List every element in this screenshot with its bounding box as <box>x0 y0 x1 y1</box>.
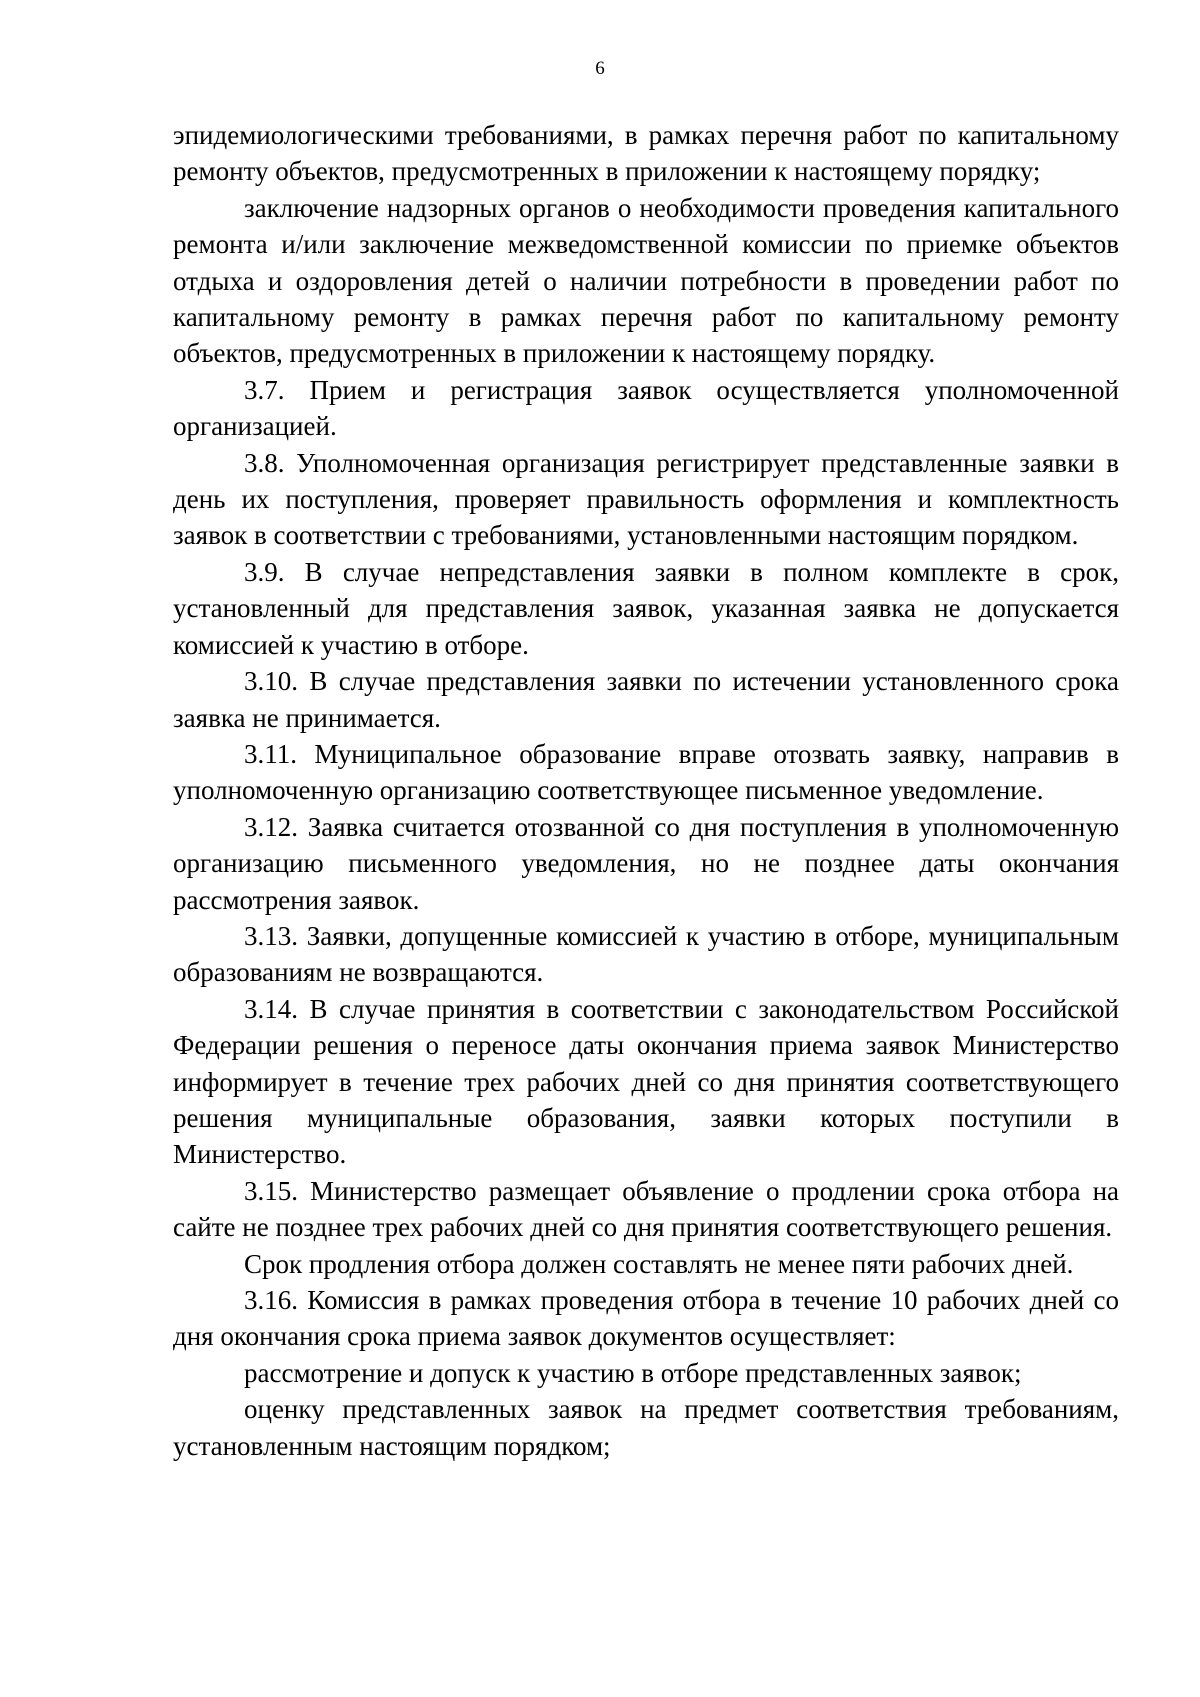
paragraph-3-15: 3.15. Министерство размещает объявление о продлении срока отбора на сайте не позднее трех рабочих дней со дня принятия соответствующего решения. <box>173 1175 1119 1243</box>
paragraph-supervisory-conclusion: заключение надзорных органов о необходимости проведения капитального ремонта и/или заключение межведомственной комиссии по приемке объектов отдыха и оздоровления детей о наличии потребности в проведении работ по капитальному ремонту в рамках перечня работ по капитальному ремонту объектов, предусмотренных в приложении к настоящему порядку. <box>173 192 1119 369</box>
page-number: 6 <box>595 58 605 79</box>
paragraph-3-7: 3.7. Прием и регистрация заявок осуществляется уполномоченной организацией. <box>173 374 1119 442</box>
paragraph-continuation: эпидемиологическими требованиями, в рамках перечня работ по капитальному ремонту объектов, предусмотренных в приложении к настоящему порядку; <box>173 120 1119 187</box>
paragraph-3-13: 3.13. Заявки, допущенные комиссией к участию в отборе, муниципальным образованиям не возвращаются. <box>173 920 1119 988</box>
paragraph-evaluation: оценку представленных заявок на предмет соответствия требованиям, установленным настоящим порядком; <box>173 1394 1119 1461</box>
paragraph-3-14: 3.14. В случае принятия в соответствии с законодательством Российской Федерации решения о переносе даты окончания приема заявок Министерство информирует в течение трех рабочих дней со дня принятия соответствующего решения муниципальные образования, заявки которых поступили в Министерство. <box>173 993 1119 1170</box>
paragraph-3-9: 3.9. В случае непредставления заявки в полном комплекте в срок, установленный для представления заявок, указанная заявка не допускается комиссией к участию в отборе. <box>173 556 1119 660</box>
paragraph-3-10: 3.10. В случае представления заявки по истечении установленного срока заявка не принимается. <box>173 666 1119 733</box>
paragraph-review-admission: рассмотрение и допуск к участию в отборе представленных заявок; <box>244 1357 1022 1388</box>
paragraph-3-11: 3.11. Муниципальное образование вправе отозвать заявку, направив в уполномоченную организацию соответствующее письменное уведомление. <box>173 738 1119 806</box>
paragraph-extension-term: Срок продления отбора должен составлять не менее пяти рабочих дней. <box>244 1248 1074 1279</box>
document-body <box>173 117 1119 1464</box>
paragraph-3-12: 3.12. Заявка считается отозванной со дня поступления в уполномоченную организацию письменного уведомления, но не позднее даты окончания рассмотрения заявок. <box>173 811 1119 915</box>
paragraph-3-16: 3.16. Комиссия в рамках проведения отбора в течение 10 рабочих дней со дня окончания срока приема заявок документов осуществляет: <box>173 1285 1119 1352</box>
paragraph-3-8: 3.8. Уполномоченная организация регистрирует представленные заявки в день их поступления, проверяет правильность оформления и комплектность заявок в соответствии с требованиями, установленными настоящим порядком. <box>173 447 1119 551</box>
